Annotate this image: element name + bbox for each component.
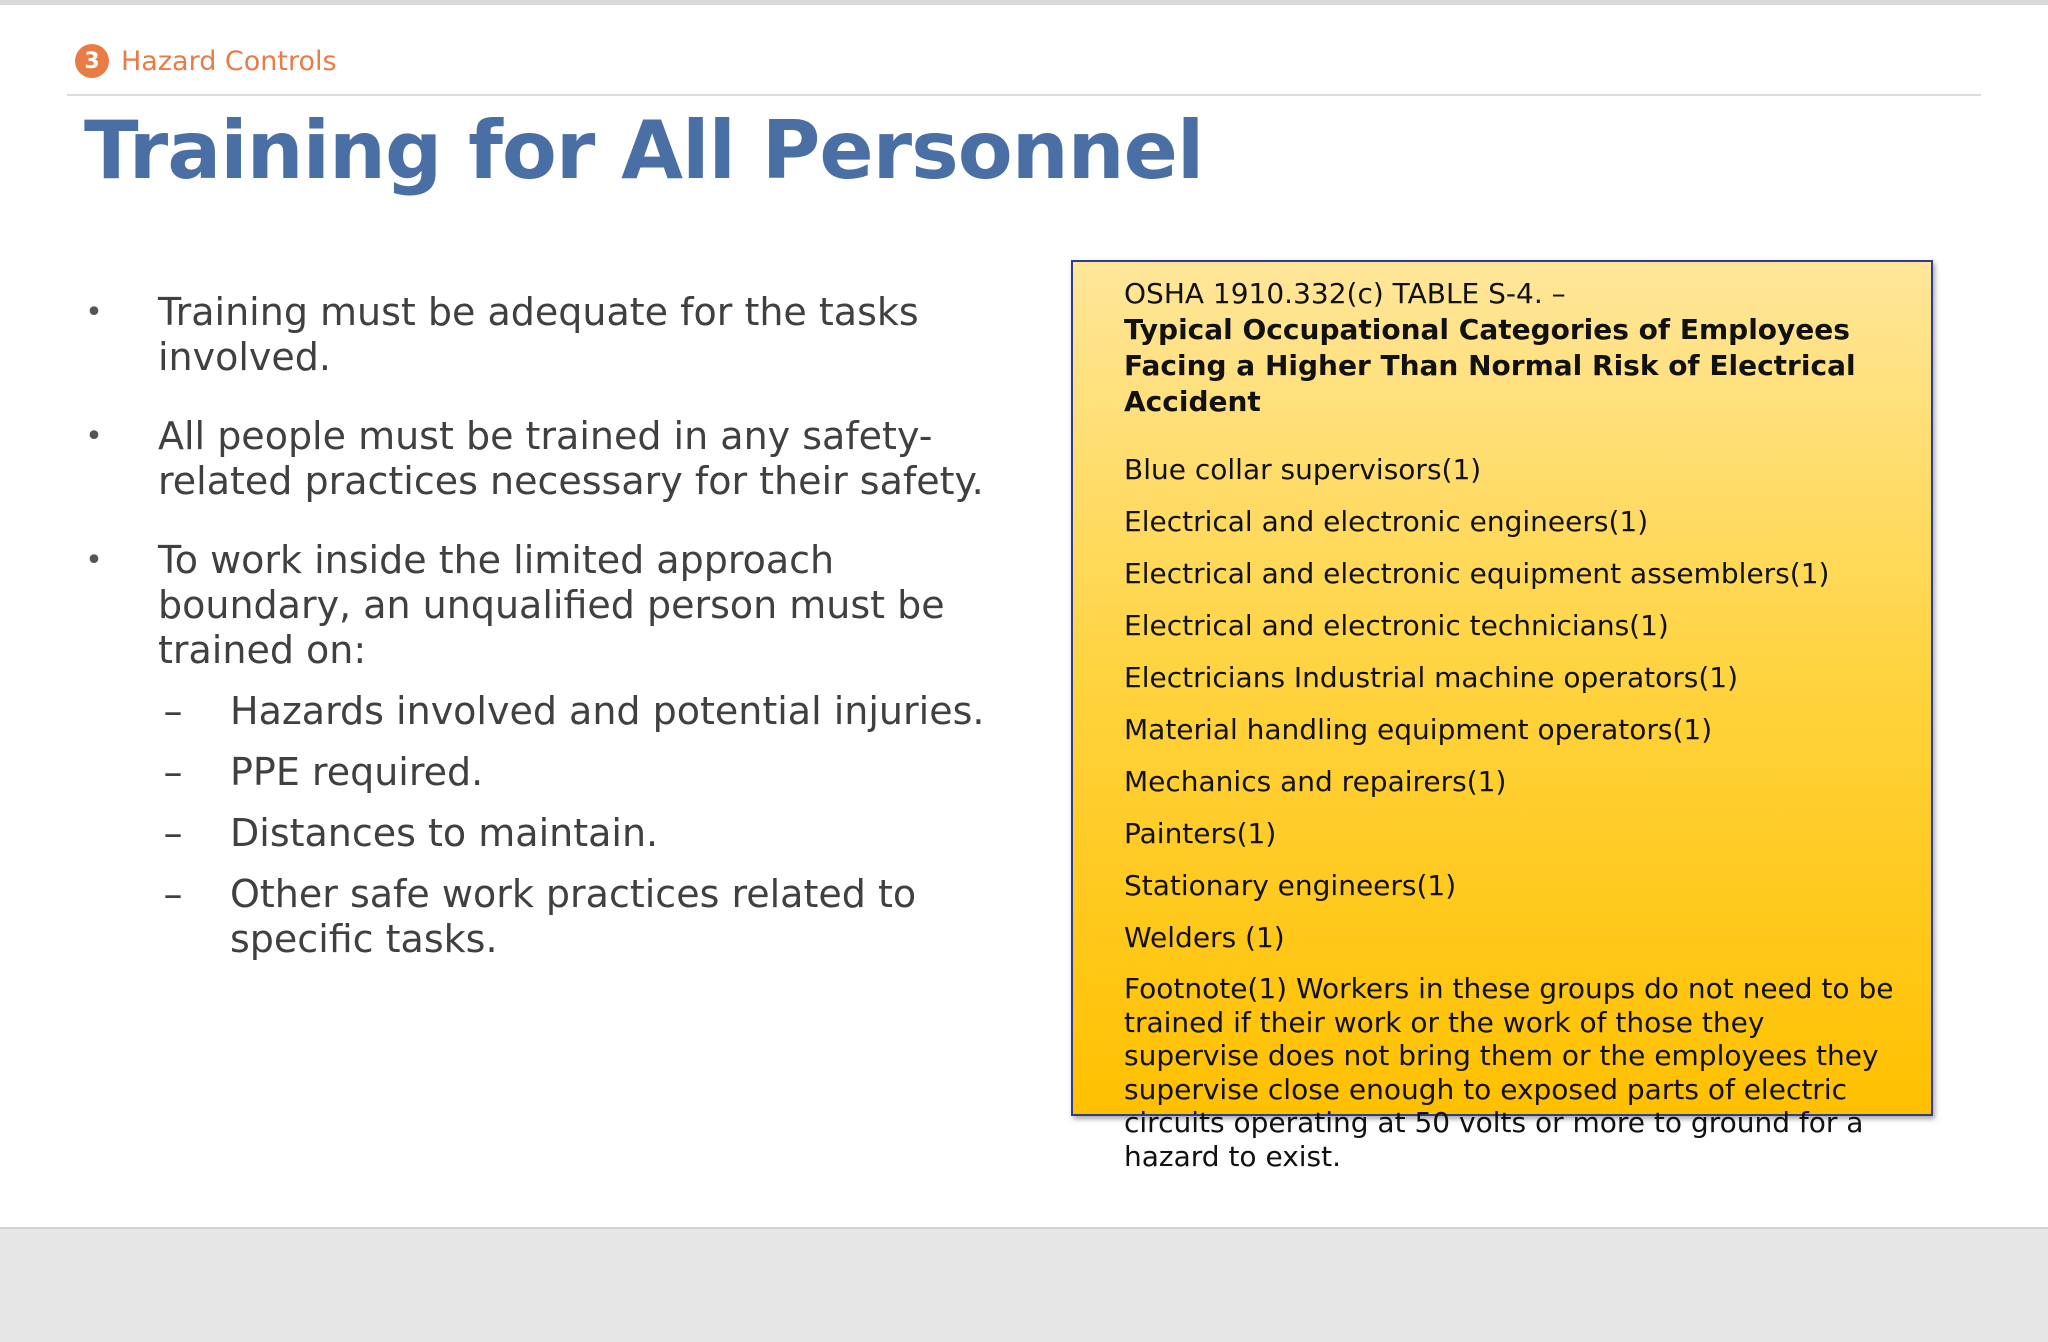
- page-title: Training for All Personnel: [84, 104, 1204, 197]
- bullet-text: All people must be trained in any safety-related practices necessary for their safety.: [158, 414, 984, 503]
- sub-bullet-item: [158, 872, 1010, 962]
- sub-bullet-text: Other safe work practices related to specific tasks.: [230, 872, 917, 961]
- category-item: Painters(1): [1124, 817, 1277, 850]
- section-label: Hazard Controls: [121, 45, 337, 77]
- category-item: Electrical and electronic engineers(1): [1124, 505, 1649, 538]
- bullet-dot-icon: •: [85, 419, 103, 454]
- osha-table-callout: [1071, 260, 1933, 1173]
- callout-heading: OSHA 1910.332(c) TABLE S-4. –: [1124, 277, 1566, 310]
- sub-bullet-text: PPE required.: [230, 750, 484, 794]
- dash-icon: –: [163, 750, 183, 794]
- category-item: Mechanics and repairers(1): [1124, 765, 1507, 798]
- category-list: [1124, 452, 1901, 956]
- bullet-text: Training must be adequate for the tasks involved.: [158, 290, 919, 379]
- top-border: [0, 0, 2048, 5]
- bullet-item: [80, 538, 1010, 962]
- dash-icon: –: [163, 811, 183, 855]
- footnote: Footnote(1) Workers in these groups do not need to be trained if their work or the work of those they supervise does not bring them or the employees they supervise close enough to exposed parts of electric circuits operating at 50 volts or more to ground for a hazard to exist.: [1124, 972, 1894, 1173]
- dash-icon: –: [163, 872, 183, 916]
- bullet-list: [80, 290, 1010, 996]
- category-item: Blue collar supervisors(1): [1124, 453, 1482, 486]
- category-item: Welders (1): [1124, 921, 1285, 954]
- category-item: Electrical and electronic equipment assemblers(1): [1124, 557, 1830, 590]
- section-header: [75, 44, 337, 78]
- header-divider: [67, 94, 1981, 96]
- section-number-badge: 3: [75, 44, 109, 78]
- category-item: Electrical and electronic technicians(1): [1124, 609, 1669, 642]
- bullet-item: [80, 414, 1010, 504]
- bullet-dot-icon: •: [85, 543, 103, 578]
- sub-bullet-item: [158, 811, 1010, 856]
- callout-subheading: Typical Occupational Categories of Employees Facing a Higher Than Normal Risk of Electrical Accident: [1124, 313, 1856, 418]
- sub-bullet-text: Hazards involved and potential injuries.: [230, 689, 985, 733]
- bullet-text: To work inside the limited approach boundary, an unqualified person must be trained on:: [158, 538, 945, 672]
- bullet-item: [80, 290, 1010, 380]
- sub-bullet-list: [158, 689, 1010, 962]
- bottom-band: [0, 1227, 2048, 1342]
- category-item: Material handling equipment operators(1): [1124, 713, 1713, 746]
- sub-bullet-item: [158, 689, 1010, 734]
- dash-icon: –: [163, 689, 183, 733]
- sub-bullet-text: Distances to maintain.: [230, 811, 659, 855]
- sub-bullet-item: [158, 750, 1010, 795]
- category-item: Electricians Industrial machine operators(1): [1124, 661, 1739, 694]
- category-item: Stationary engineers(1): [1124, 869, 1457, 902]
- bullet-dot-icon: •: [85, 295, 103, 330]
